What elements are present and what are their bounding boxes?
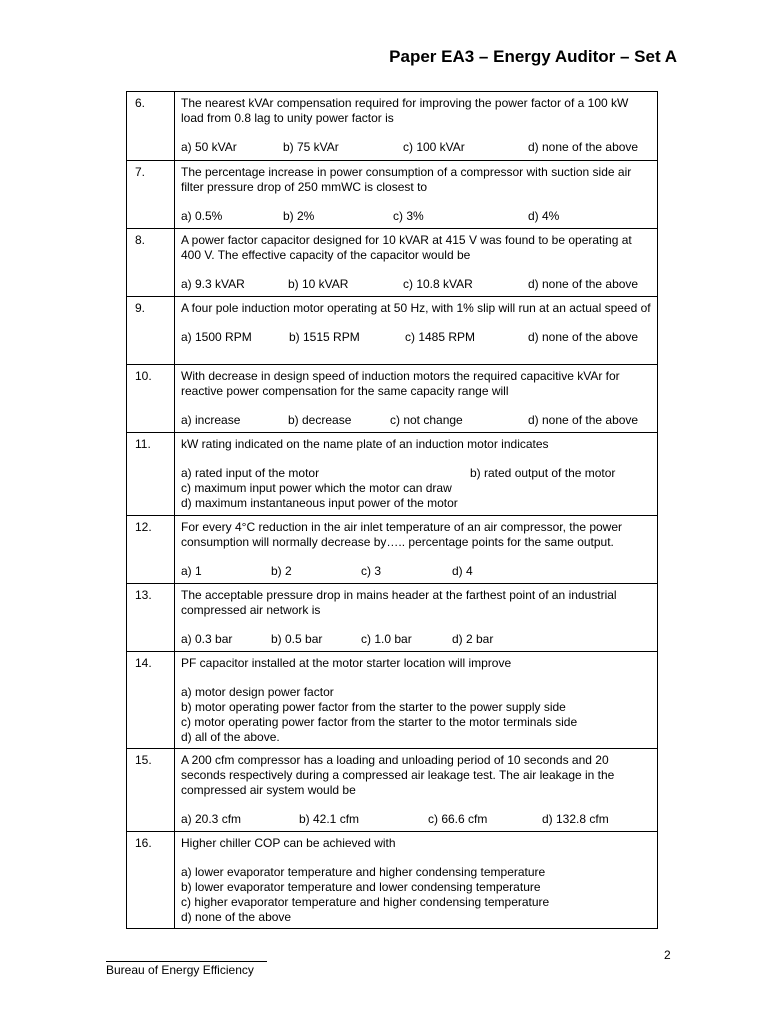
- question-row: [127, 749, 658, 832]
- question-stem: The nearest kVAr compensation required for improving the power factor of a 100 kW load from 0.8 lag to unity power factor is: [181, 96, 629, 125]
- option: a) 1: [181, 564, 202, 578]
- question-cell: [175, 92, 658, 161]
- question-row: [127, 161, 658, 229]
- question-cell: [175, 749, 658, 832]
- question-number: 10.: [127, 365, 175, 433]
- question-cell: [175, 832, 658, 929]
- options-row: [181, 330, 651, 345]
- question-row: [127, 229, 658, 297]
- question-stem: PF capacitor installed at the motor starter location will improve: [181, 656, 512, 670]
- question-number: 8.: [127, 229, 175, 297]
- option: b) decrease: [288, 413, 352, 427]
- option: d) none of the above: [528, 277, 639, 291]
- option: b) rated output of the motor: [470, 466, 616, 480]
- question-number: 11.: [127, 433, 175, 516]
- question-cell: [175, 433, 658, 516]
- option: c) 3: [361, 564, 382, 578]
- question-row: [127, 433, 658, 516]
- option: c) motor operating power factor from the starter to the motor terminals side: [181, 715, 578, 729]
- question-stem: A 200 cfm compressor has a loading and unloading period of 10 seconds and 20 seconds respectively during a compressed air leakage test. The air leakage in the compressed air system would be: [181, 753, 615, 797]
- options-row: [181, 564, 651, 579]
- question-cell: [175, 229, 658, 297]
- question-row: [127, 516, 658, 584]
- question-cell: [175, 516, 658, 584]
- option: a) 0.5%: [181, 209, 223, 223]
- question-number: 15.: [127, 749, 175, 832]
- option: b) 75 kVAr: [283, 140, 339, 154]
- question-number: 13.: [127, 584, 175, 652]
- option: a) 0.3 bar: [181, 632, 233, 646]
- option: d) 4: [452, 564, 473, 578]
- option: c) maximum input power which the motor can draw: [181, 481, 452, 495]
- option: a) 20.3 cfm: [181, 812, 242, 826]
- option: a) rated input of the motor: [181, 466, 320, 480]
- question-number: 7.: [127, 161, 175, 229]
- option: c) 1485 RPM: [405, 330, 476, 344]
- option: d) none of the above: [181, 910, 292, 924]
- question-number: 6.: [127, 92, 175, 161]
- option: c) 1.0 bar: [361, 632, 412, 646]
- question-cell: [175, 365, 658, 433]
- question-number: 12.: [127, 516, 175, 584]
- option: b) 42.1 cfm: [299, 812, 360, 826]
- question-number: 16.: [127, 832, 175, 929]
- option: d) none of the above: [528, 413, 639, 427]
- option: c) higher evaporator temperature and higher condensing temperature: [181, 895, 550, 909]
- question-row: [127, 92, 658, 161]
- option: b) 10 kVAR: [288, 277, 349, 291]
- option: c) 10.8 kVAR: [403, 277, 473, 291]
- option: a) 50 kVAr: [181, 140, 237, 154]
- option: a) 9.3 kVAR: [181, 277, 245, 291]
- option: a) increase: [181, 413, 241, 427]
- question-row: [127, 297, 658, 365]
- option: c) 100 kVAr: [403, 140, 465, 154]
- options-row: [181, 209, 651, 224]
- option: c) not change: [390, 413, 463, 427]
- question-cell: [175, 652, 658, 749]
- option: b) motor operating power factor from the starter to the power supply side: [181, 700, 566, 714]
- option: d) 2 bar: [452, 632, 494, 646]
- option: d) 4%: [528, 209, 560, 223]
- options-row: [181, 632, 651, 647]
- question-stem: The percentage increase in power consumption of a compressor with suction side air filter pressure drop of 250 mmWC is closest to: [181, 165, 632, 194]
- question-row: [127, 832, 658, 929]
- option: b) 1515 RPM: [289, 330, 360, 344]
- page-number: 2: [664, 948, 671, 962]
- option: b) 2%: [283, 209, 315, 223]
- question-stem: kW rating indicated on the name plate of an induction motor indicates: [181, 437, 549, 451]
- footer-org: Bureau of Energy Efficiency: [106, 963, 254, 977]
- option: c) 66.6 cfm: [428, 812, 488, 826]
- option: b) 0.5 bar: [271, 632, 323, 646]
- options-row: [181, 466, 651, 481]
- option: c) 3%: [393, 209, 424, 223]
- question-number: 14.: [127, 652, 175, 749]
- question-stem: The acceptable pressure drop in mains header at the farthest point of an industrial compressed air network is: [181, 588, 617, 617]
- question-cell: [175, 297, 658, 365]
- option: a) 1500 RPM: [181, 330, 252, 344]
- option: d) none of the above: [528, 330, 639, 344]
- option: d) all of the above.: [181, 730, 280, 744]
- footer-divider: [106, 961, 267, 962]
- page-title: Paper EA3 – Energy Auditor – Set A: [389, 47, 677, 66]
- question-stem: A four pole induction motor operating at 50 Hz, with 1% slip will run at an actual speed of: [181, 301, 651, 315]
- question-row: [127, 365, 658, 433]
- option: b) lower evaporator temperature and lower condensing temperature: [181, 880, 541, 894]
- options-row: [181, 413, 651, 428]
- option: d) none of the above: [528, 140, 639, 154]
- option: a) motor design power factor: [181, 685, 334, 699]
- question-row: [127, 584, 658, 652]
- question-number: 9.: [127, 297, 175, 365]
- question-stem: For every 4°C reduction in the air inlet temperature of an air compressor, the power consumption will normally decrease by….. percentage points for the same output.: [181, 520, 623, 549]
- question-stem: With decrease in design speed of induction motors the required capacitive kVAr for reactive power compensation for the same capacity range will: [181, 369, 620, 398]
- option: b) 2: [271, 564, 292, 578]
- questions-table: [126, 91, 658, 929]
- option: d) maximum instantaneous input power of the motor: [181, 496, 458, 510]
- option: a) lower evaporator temperature and higher condensing temperature: [181, 865, 546, 879]
- question-row: [127, 652, 658, 749]
- question-cell: [175, 161, 658, 229]
- options-row: [181, 277, 651, 292]
- question-cell: [175, 584, 658, 652]
- question-stem: A power factor capacitor designed for 10 kVAR at 415 V was found to be operating at 400 V. The effective capacity of the capacitor would be: [181, 233, 632, 262]
- options-row: [181, 140, 651, 155]
- option: d) 132.8 cfm: [542, 812, 609, 826]
- options-row: [181, 812, 651, 827]
- question-stem: Higher chiller COP can be achieved with: [181, 836, 396, 850]
